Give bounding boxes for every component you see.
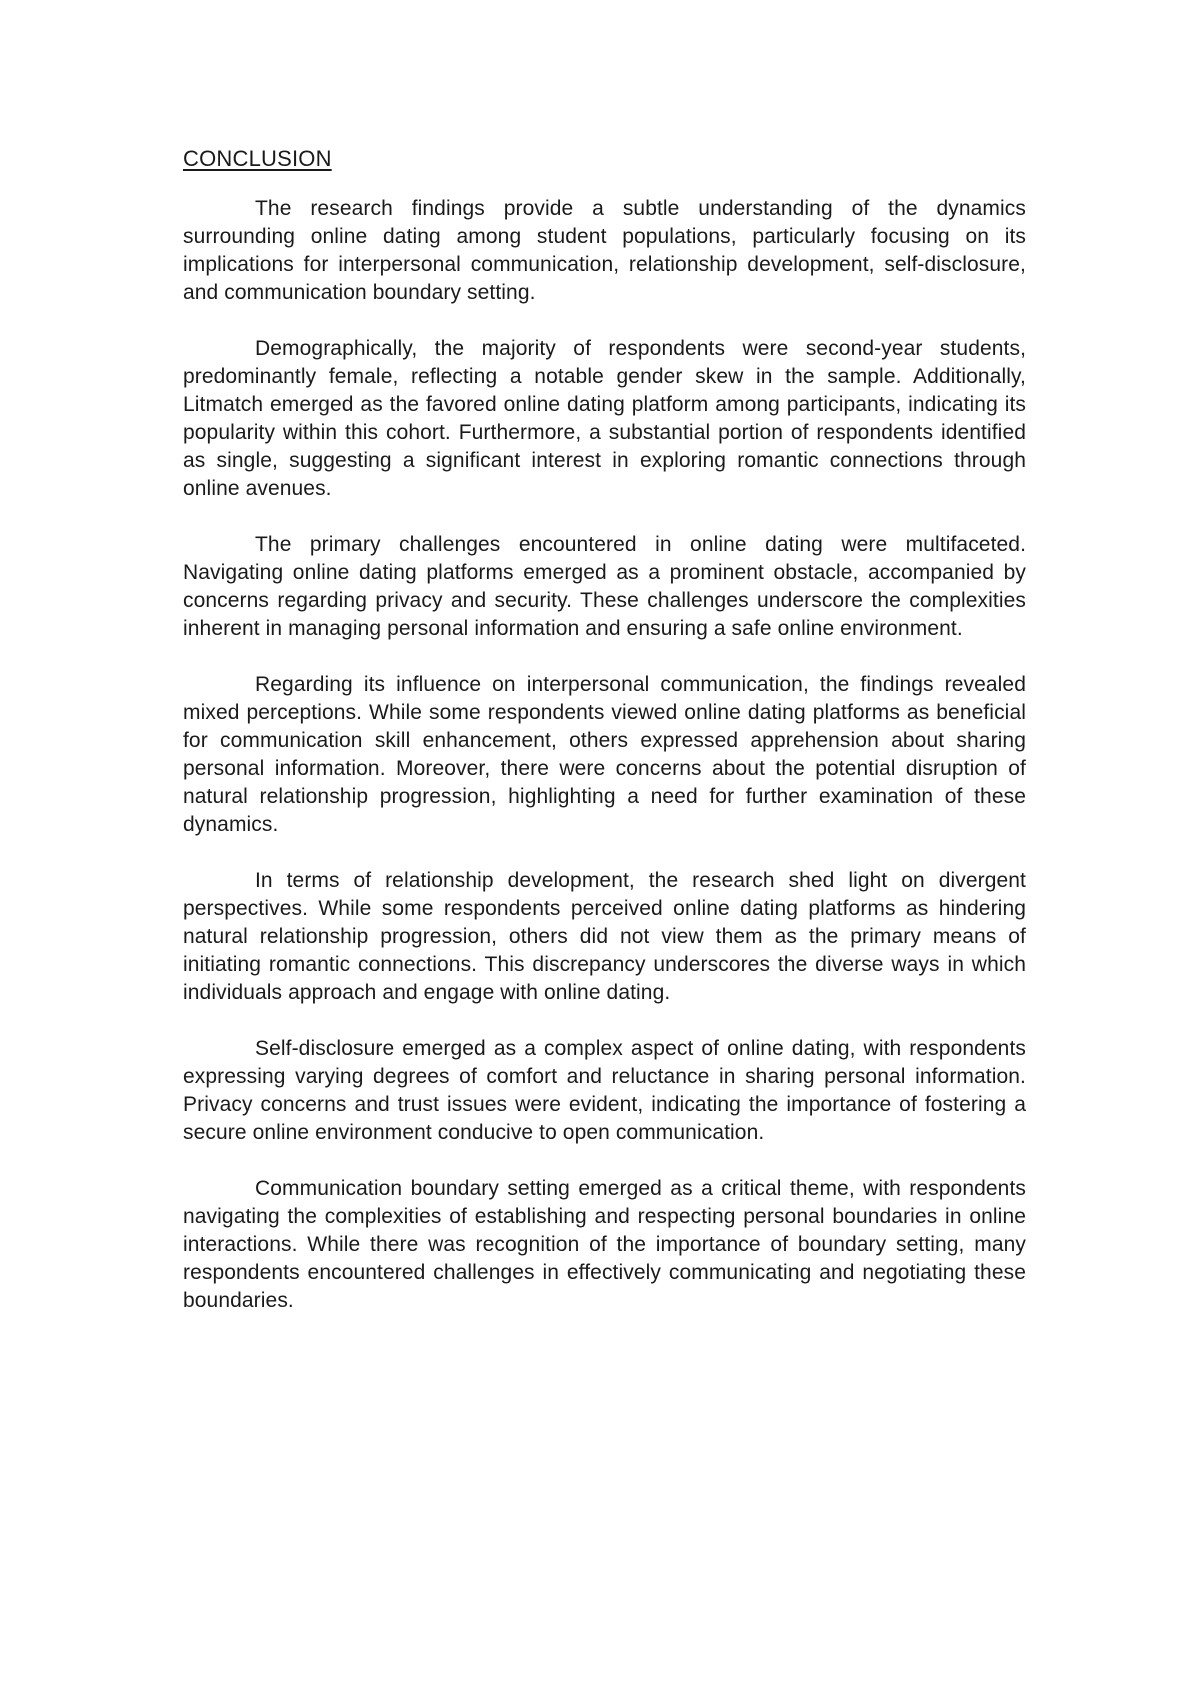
paragraph-self-disclosure: Self-disclosure emerged as a complex aspect of online dating, with respondents expressing varying degrees of comfort and reluctance in sharing personal information. Privacy concerns and trust issues were evident, indicating the importance of fostering a secure online environment conducive to open communication.: [183, 1037, 1026, 1144]
paragraph-boundary-setting: Communication boundary setting emerged as a critical theme, with respondents navigating the complexities of establishing and respecting personal boundaries in online interactions. While there was recognition of the importance of boundary setting, many respondents encountered challenges in effectively communicating and negotiating these boundaries.: [183, 1177, 1026, 1312]
paragraph-interpersonal-communication: Regarding its influence on interpersonal communication, the findings revealed mixed perceptions. While some respondents viewed online dating platforms as beneficial for communication skill enhancement, others expressed apprehension about sharing personal information. Moreover, there were concerns about the potential disruption of natural relationship progression, highlighting a need for further examination of these dynamics.: [183, 673, 1026, 836]
page-title: CONCLUSION: [183, 146, 332, 171]
paragraph-demographics: Demographically, the majority of respondents were second-year students, predominantly female, reflecting a notable gender skew in the sample. Additionally, Litmatch emerged as the favored online dating platform among participants, indicating its popularity within this cohort. Furthermore, a substantial portion of respondents identified as single, suggesting a significant interest in exploring romantic connections through online avenues.: [183, 337, 1026, 500]
paragraph-intro: The research findings provide a subtle understanding of the dynamics surrounding online dating among student populations, particularly focusing on its implications for interpersonal communication, relationship development, self-disclosure, and communication boundary setting.: [183, 197, 1026, 304]
paragraph-relationship-development: In terms of relationship development, the research shed light on divergent perspectives. While some respondents perceived online dating platforms as hindering natural relationship progression, others did not view them as the primary means of initiating romantic connections. This discrepancy underscores the diverse ways in which individuals approach and engage with online dating.: [183, 869, 1026, 1004]
paragraph-challenges: The primary challenges encountered in online dating were multifaceted. Navigating online dating platforms emerged as a prominent obstacle, accompanied by concerns regarding privacy and security. These challenges underscore the complexities inherent in managing personal information and ensuring a safe online environment.: [183, 533, 1026, 640]
document-page: [183, 145, 1026, 1343]
